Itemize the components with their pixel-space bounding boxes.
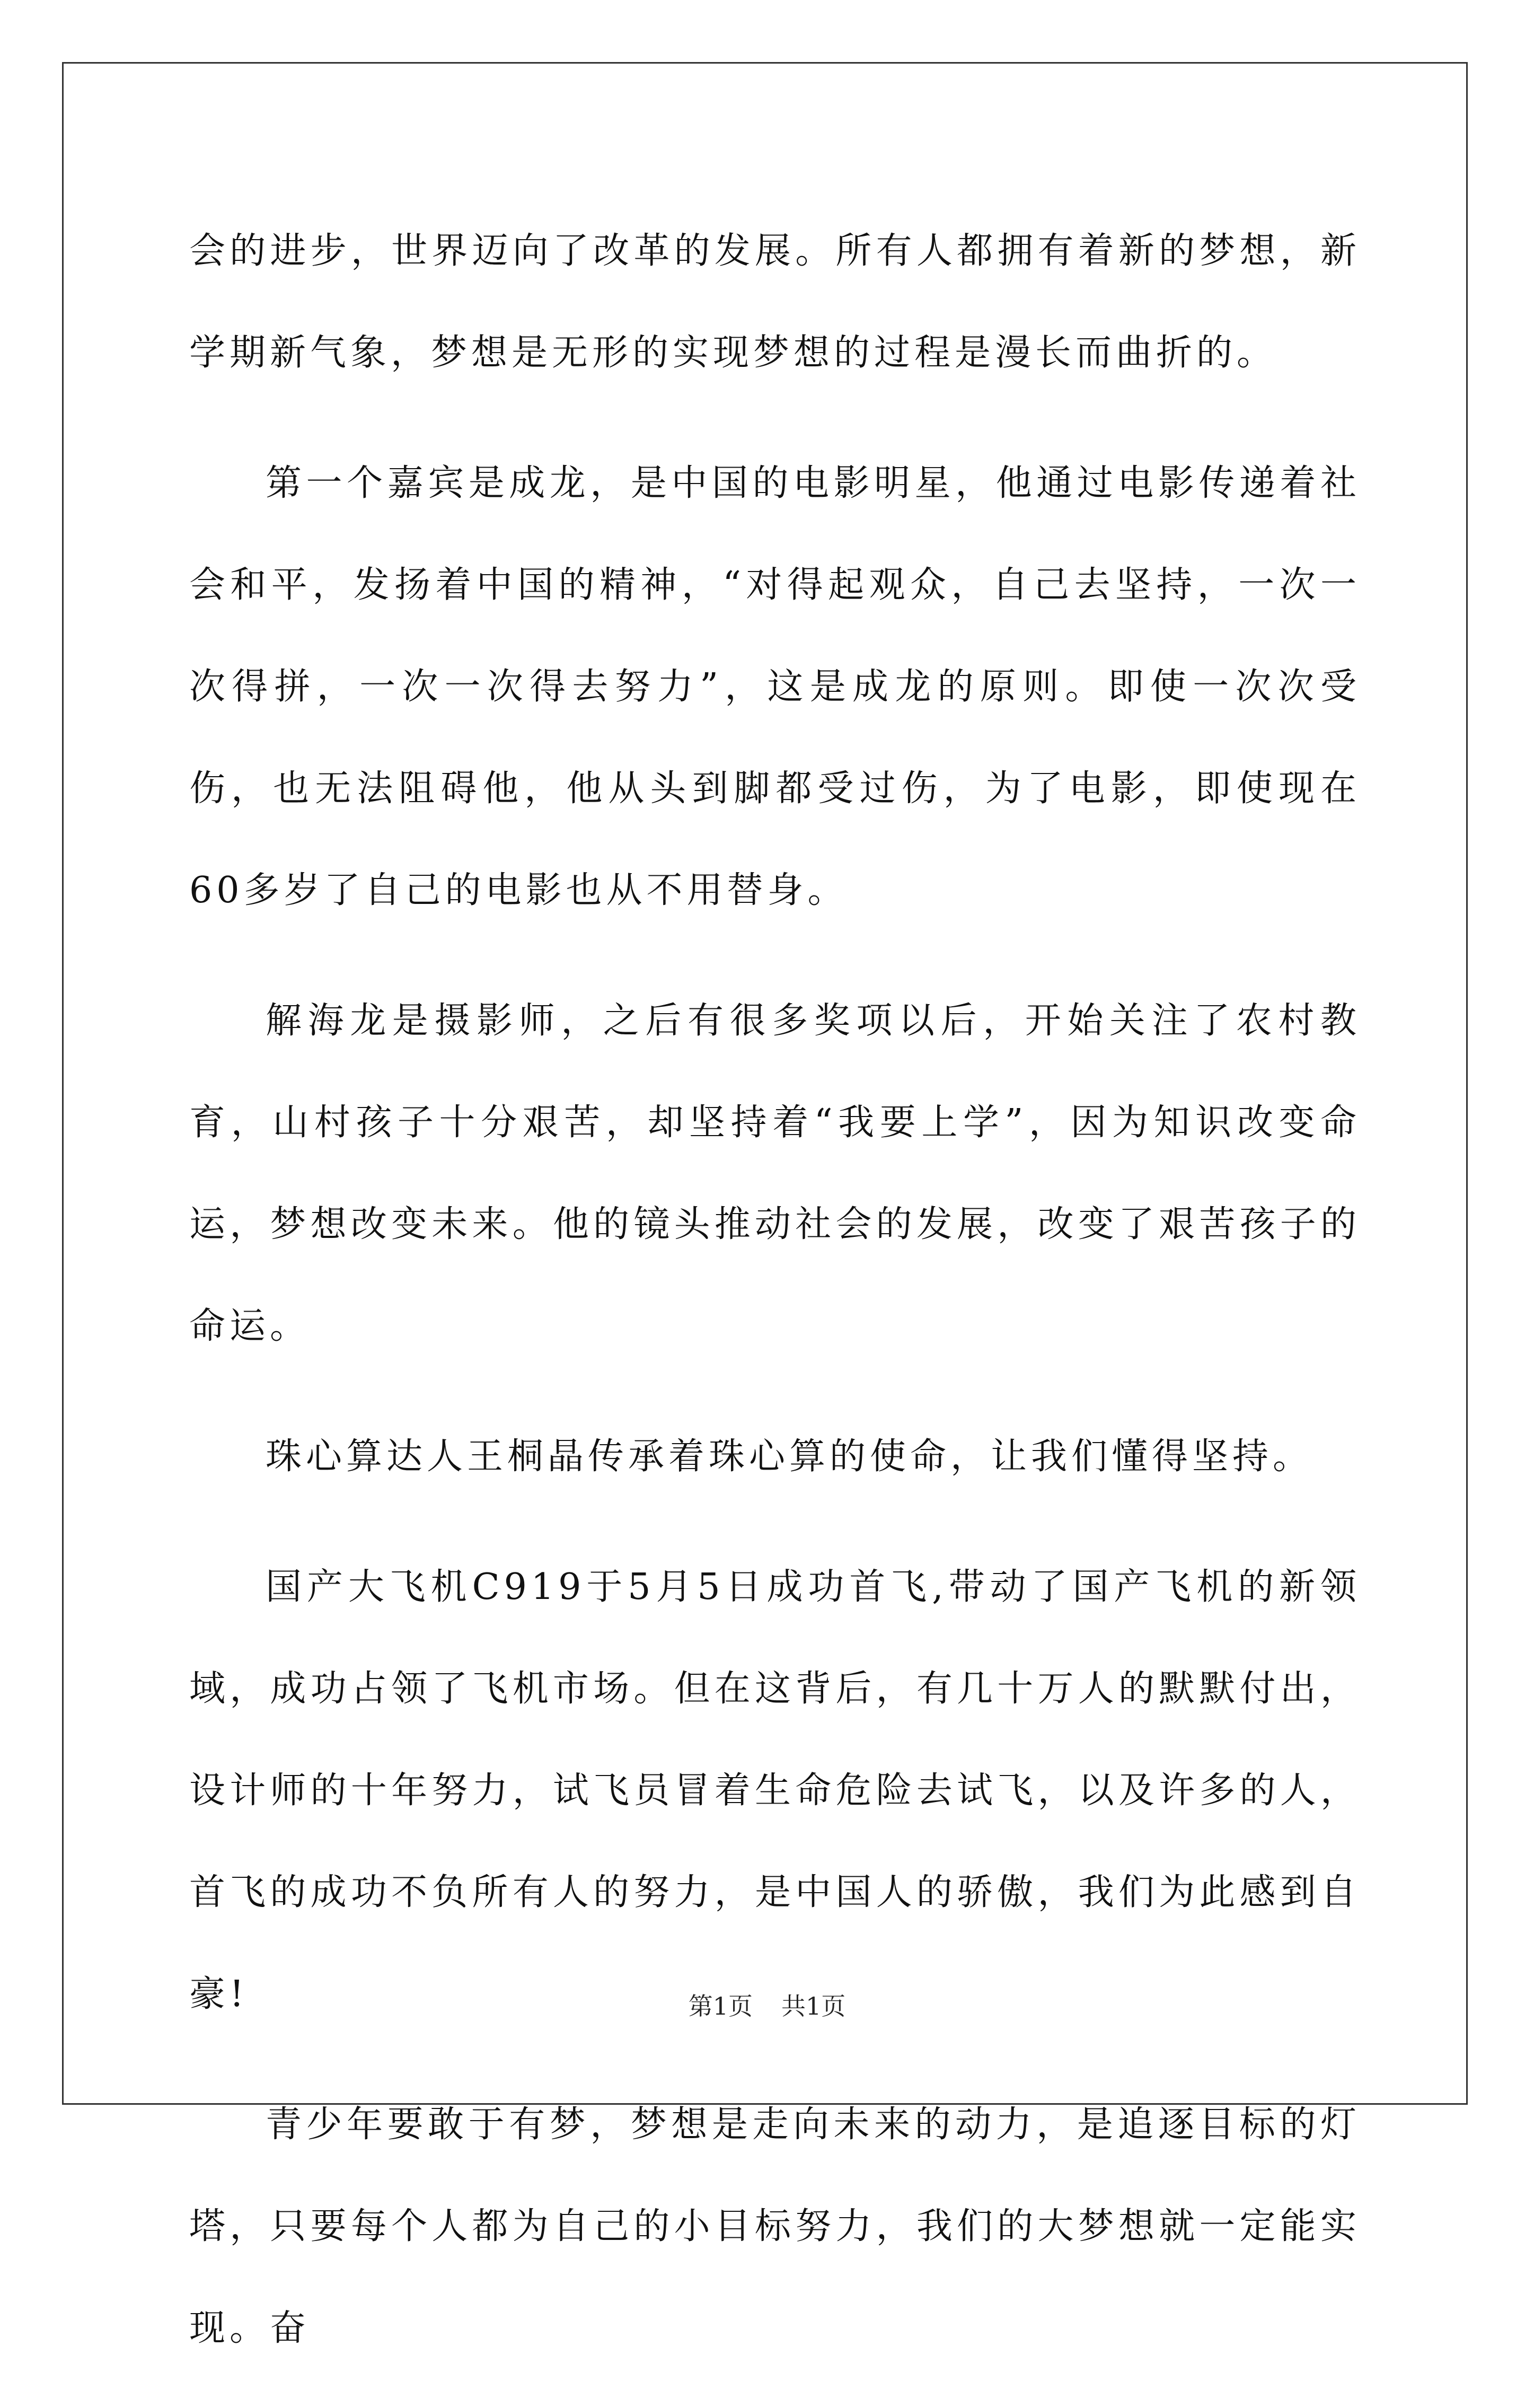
page-footer [0,1987,1534,2022]
paragraph-3: 解海龙是摄影师，之后有很多奖项以后，开始关注了农村教育，山村孩子十分艰苦，却坚持着“我要上学”，因为知识改变命运，梦想改变未来。他的镜头推动社会的发展，改变了艰苦孩子的命运。 [189,1000,1361,1347]
paragraph-5: 国产大飞机C919于5月5日成功首飞,带动了国产飞机的新领域，成功占领了飞机市场。但在这背后，有几十万人的默默付出，设计师的十年努力，试飞员冒着生命危险去试飞，以及许多的人，首飞的成功不负所有人的努力，是中国人的骄傲，我们为此感到自豪! [189,1566,1361,2015]
page-number-total: 共1页 [781,1992,846,2020]
page-number-current: 第1页 [688,1992,753,2020]
paragraph-1: 会的进步，世界迈向了改革的发展。所有人都拥有着新的梦想，新学期新气象，梦想是无形的实现梦想的过程是漫长而曲折的。 [189,230,1361,374]
paragraph-4: 珠心算达人王桐晶传承着珠心算的使命，让我们懂得坚持。 [266,1436,1313,1478]
document-body [189,200,1361,2408]
paragraph-6: 青少年要敢于有梦，梦想是走向未来的动力，是追逐目标的灯塔，只要每个人都为自己的小目标努力，我们的大梦想就一定能实现。奋 [189,2104,1361,2349]
paragraph-2: 第一个嘉宾是成龙，是中国的电影明星，他通过电影传递着社会和平，发扬着中国的精神，“对得起观众，自己去坚持，一次一次得拼，一次一次得去努力”，这是成龙的原则。即使一次次受伤，也无法阻碍他，他从头到脚都受过伤，为了电影，即使现在60多岁了自己的电影也从不用替身。 [189,462,1361,911]
